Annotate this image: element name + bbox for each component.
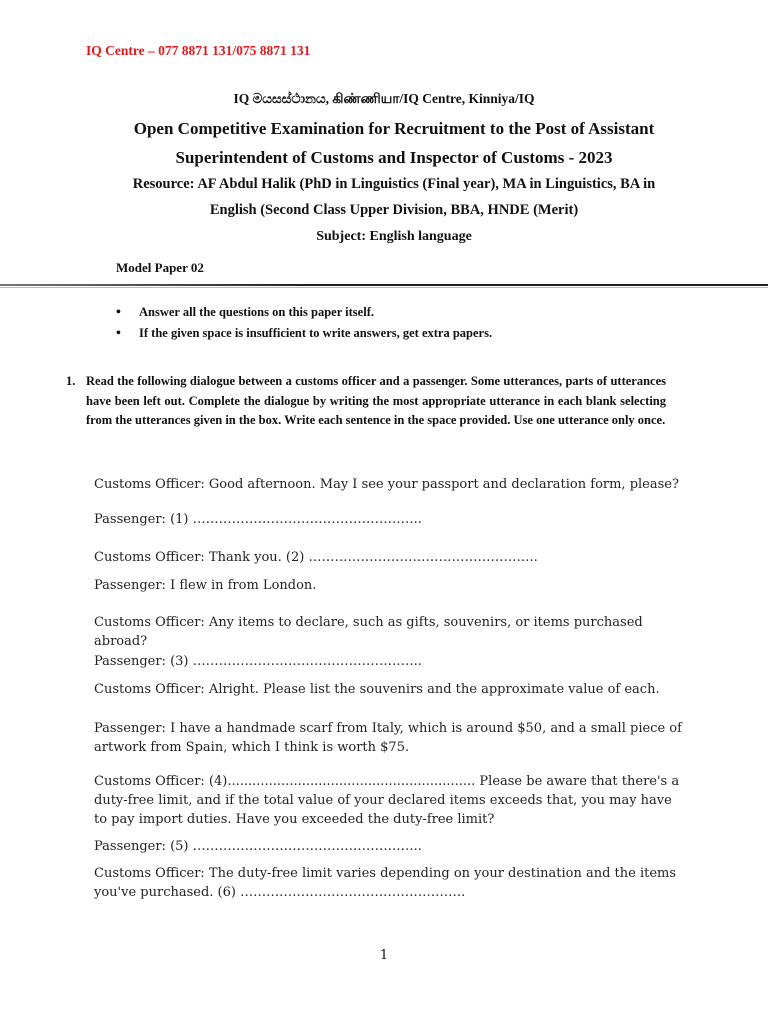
contact-line: IQ Centre – 077 8871 131/075 8871 131 (86, 43, 311, 58)
dialogue-blank-4: Customs Officer: (4)............................................................ Please be aware that there's a duty-free limit, and if the total value of your declared items exceeds that, you may have to pay import duties. Have you exceeded the duty-free limit? (94, 774, 680, 827)
instruction-item: • If the given space is insufficient to write answers, get extra papers. (116, 326, 492, 347)
header-divider-shadow (0, 287, 768, 288)
dialogue-line: Passenger: I have a handmade scarf from Italy, which is around $50, and a small piece of artwork from Spain, which I think is worth $75. (94, 721, 682, 755)
question-text: Read the following dialogue between a customs officer and a passenger. Some utterances, parts of utterances have been left out. Complete the dialogue by writing the most appropriate utterance in each blank selecting from the utterances given in the box. Write each sentence in the space provided. Use one utterance only once. (86, 374, 666, 427)
dialogue-line: Customs Officer: Good afternoon. May I see your passport and declaration form, please? (94, 477, 679, 492)
subject-line: Subject: English language (316, 229, 472, 244)
model-paper-label: Model Paper 02 (116, 260, 204, 275)
dialogue-blank-2: Customs Officer: Thank you. (2) …………………………………………….. (94, 550, 538, 565)
dialogue-line: Passenger: I flew in from London. (94, 578, 317, 593)
organization-line: IQ මයසස්ථානය, கிண்ணியா/IQ Centre, Kinniya/IQ (233, 91, 535, 106)
dialogue-blank-1: Passenger: (1) …………………………………………….. (94, 512, 422, 527)
page-number: 1 (379, 948, 389, 963)
dialogue-blank-5: Passenger: (5) …………………………………………….. (94, 839, 422, 854)
resource-line-2: English (Second Class Upper Division, BBA, HNDE (Merit) (209, 202, 579, 218)
exam-title-line-1: Open Competitive Examination for Recruitment to the Post of Assistant (133, 119, 655, 138)
header-divider (0, 284, 768, 286)
instruction-item: • Answer all the questions on this paper itself. (116, 305, 492, 326)
dialogue-line: Customs Officer: Alright. Please list the souvenirs and the approximate value of each. (94, 682, 660, 697)
instructions-list (116, 305, 492, 347)
exam-title-line-2: Superintendent of Customs and Inspector of Customs - 2023 (175, 148, 613, 167)
resource-line-1: Resource: AF Abdul Halik (PhD in Linguistics (Final year), MA in Linguistics, BA in (132, 176, 656, 192)
dialogue-line: Customs Officer: Any items to declare, such as gifts, souvenirs, or items purchased abroad? (94, 615, 643, 649)
question-1 (66, 372, 666, 431)
dialogue-blank-3: Passenger: (3) …………………………………………….. (94, 654, 422, 669)
dialogue-blank-6: Customs Officer: The duty-free limit varies depending on your destination and the items you've purchased. (6) ……………………………………………. (94, 866, 677, 900)
question-number: 1. (66, 374, 76, 388)
